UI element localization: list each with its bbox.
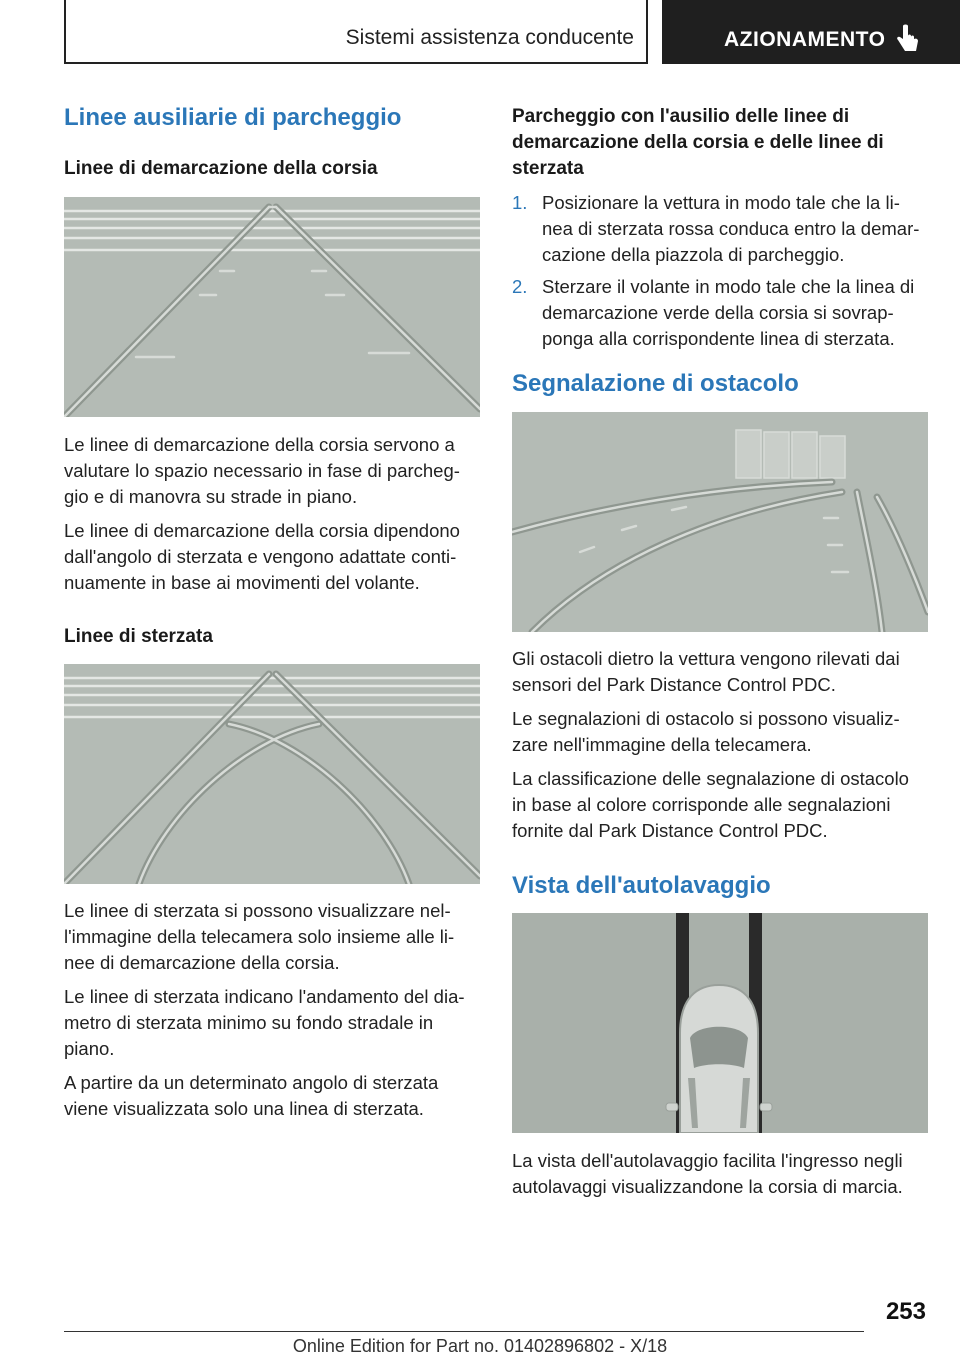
footer-divider bbox=[64, 1331, 864, 1332]
paragraph: Gli ostacoli dietro la vettura vengono rilevati dai sensori del Park Distance Control PDC. bbox=[512, 648, 900, 695]
section-heading-parking-aid-lines: Linee ausiliarie di parcheggio bbox=[64, 104, 402, 131]
chapter-title: AZIONAMENTO bbox=[724, 28, 886, 51]
figure-lane-lines bbox=[64, 197, 480, 417]
subheading-steering-lines: Linee di sterzata bbox=[64, 626, 213, 647]
step-text: Posizionare la vettura in modo tale che la li-nea di sterzata rossa conduca entro la demar-cazione della piazzola di parcheggio. bbox=[542, 192, 920, 265]
subheading-lane-lines: Linee di demarcazione della corsia bbox=[64, 158, 378, 179]
page-number: 253 bbox=[885, 1298, 926, 1325]
paragraph: Le segnalazioni di ostacolo si possono visualiz-zare nell'immagine della telecamera. bbox=[512, 708, 900, 755]
running-header-section bbox=[64, 0, 648, 64]
paragraph: Le linee di sterzata si possono visualizzare nel-l'immagine della telecamera solo insieme alle li-nee di demarcazione della corsia. bbox=[64, 900, 455, 973]
figure-car-wash-view bbox=[512, 913, 928, 1133]
section-heading-obstacle: Segnalazione di ostacolo bbox=[512, 370, 799, 397]
paragraph: La vista dell'autolavaggio facilita l'ingresso negli autolavaggi visualizzandone la corsia di marcia. bbox=[512, 1150, 903, 1197]
paragraph: A partire da un determinato angolo di sterzata viene visualizzata solo una linea di sterzata. bbox=[64, 1072, 439, 1119]
paragraph: Le linee di demarcazione della corsia dipendono dall'angolo di sterzata e vengono adattate conti-nuamente in base ai movimenti del volante. bbox=[64, 520, 460, 593]
step-item bbox=[512, 190, 928, 268]
paragraph: Le linee di demarcazione della corsia servono a valutare lo spazio necessario in fase di parcheg-gio e di manovra su strade in piano. bbox=[64, 434, 460, 507]
edition-footer: Online Edition for Part no. 01402896802 - X/18 bbox=[292, 1336, 668, 1356]
section-heading-car-wash-view: Vista dell'autolavaggio bbox=[512, 872, 771, 899]
step-number: 2. bbox=[512, 276, 528, 297]
step-number: 1. bbox=[512, 192, 528, 213]
paragraph: Le linee di sterzata indicano l'andamento del dia-metro di sterzata minimo su fondo stradale in piano. bbox=[64, 986, 465, 1059]
step-item bbox=[512, 274, 928, 352]
hand-pointer-icon bbox=[894, 24, 920, 54]
instruction-steps bbox=[512, 190, 928, 358]
figure-steering-lines bbox=[64, 664, 480, 884]
paragraph: La classificazione delle segnalazione di ostacolo in base al colore corrisponde alle segnalazioni fornite dal Park Distance Control PDC. bbox=[512, 768, 909, 841]
step-text: Sterzare il volante in modo tale che la linea di demarcazione verde della corsia si sovrap-ponga alla corrispondente linea di sterzata. bbox=[542, 276, 915, 349]
section-title: Sistemi assistenza conducente bbox=[345, 26, 634, 49]
figure-obstacle bbox=[512, 412, 928, 632]
subheading-parking-with-lines: Parcheggio con l'ausilio delle linee di demarcazione della corsia e delle linee di sterzata bbox=[512, 106, 884, 179]
